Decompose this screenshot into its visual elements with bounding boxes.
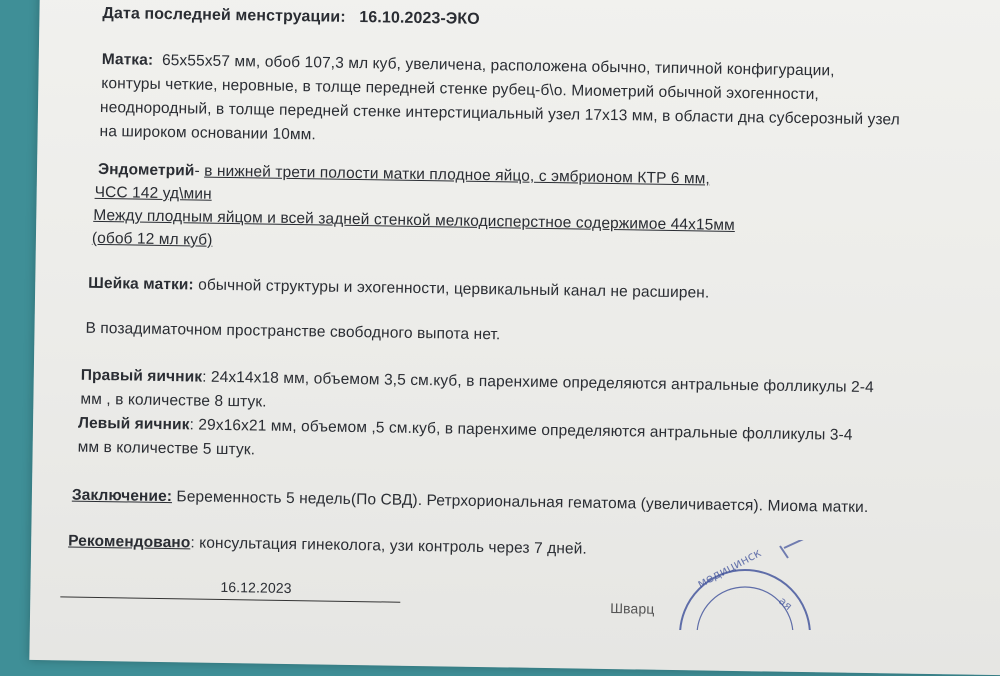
uterus-line-3: неоднородный, в толще передней стенке интерстициальный узел 17х13 мм, в области дна субсерозный узел: [99, 98, 900, 129]
endometrium-line-2: ЧСС 142 уд\мин: [94, 183, 212, 203]
endometrium-label: Эндометрий: [97, 160, 195, 180]
right-ovary-line-2: мм , в количестве 8 штук.: [80, 390, 267, 411]
lmp-value: 16.10.2023-ЭКО: [359, 9, 480, 28]
recommendation-line: Рекомендовано: консультация гинеколога, узи контроль через 7 дней.: [68, 532, 588, 558]
uterus-line-4: на широком основании 10мм.: [99, 122, 316, 144]
retro-line: В позадиматочном пространстве свободного выпота нет.: [85, 319, 501, 344]
recommendation-label: Рекомендовано: [68, 532, 191, 552]
endometrium-line-1: Эндометрий- в нижней трети полости матки плодное яйцо, с эмбрионом КТР 6 мм,: [97, 160, 711, 188]
svg-text:медицинск: медицинск: [694, 545, 764, 591]
conclusion-label: Заключение:: [71, 486, 173, 506]
doctor-name-partial: Шварц: [610, 600, 655, 617]
uterus-label: Матка:: [101, 50, 154, 69]
right-ovary-line-1: Правый яичник: 24х14х18 мм, объемом 3,5 см.куб, в паренхиме определяются антральные фолликулы 2-4: [80, 366, 874, 397]
svg-text:ая: ая: [776, 594, 795, 613]
endometrium-line-3: Между плодным яйцом и всей задней стенкой мелкодисперстное содержимое 44х15мм: [93, 206, 736, 234]
lmp-label: Дата последней менструации:: [102, 4, 346, 26]
signature-line: [60, 596, 400, 602]
uterus-line-2: контуры четкие, неровные, в толще передней стенке рубец-б\о. Миометрий обычной эхогенности,: [101, 74, 819, 104]
cervix-label: Шейка матки:: [88, 274, 194, 294]
conclusion-line: Заключение: Беременность 5 недель(По СВД). Ретрхориональная гематома (увеличивается). Миома матки.: [71, 486, 869, 517]
uterus-line-1: Матка: 65х55х57 мм, обоб 107,3 мл куб, увеличена, расположена обычно, типичной конфигурации,: [101, 50, 835, 80]
left-ovary-line-1: Левый яичник: 29х16х21 мм, объемом ,5 см.куб, в паренхиме определяются антральные фолликулы 3-4: [77, 414, 853, 444]
cervix-line: Шейка матки: обычной структуры и эхогенности, цервикальный канал не расширен.: [88, 274, 710, 302]
lmp-line: [102, 5, 480, 29]
endometrium-line-4: (обоб 12 мл куб): [91, 229, 213, 249]
stamp-seal: [660, 540, 820, 630]
right-ovary-label: Правый яичник: [80, 366, 203, 386]
left-ovary-label: Левый яичник: [77, 414, 190, 434]
left-ovary-line-2: мм в количестве 5 штук.: [77, 438, 256, 459]
footer-date: 16.12.2023: [220, 578, 292, 597]
document-page: [29, 0, 1000, 676]
